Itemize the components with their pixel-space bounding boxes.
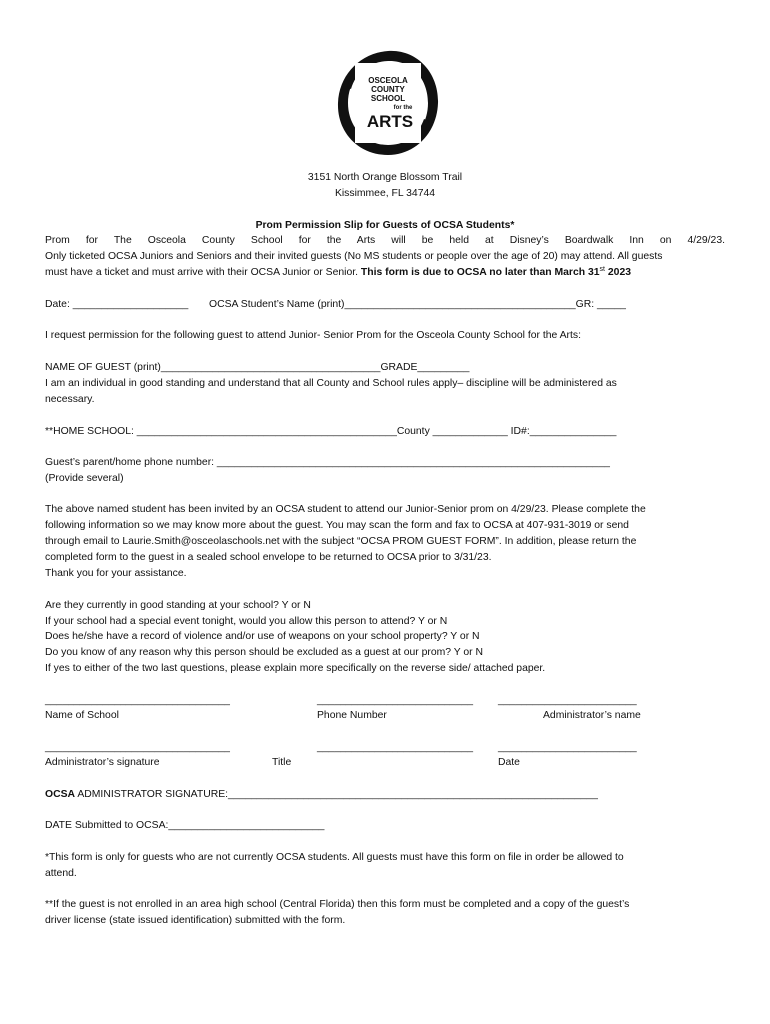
phone-number-line[interactable]: ___________________________ bbox=[317, 695, 474, 706]
ocsa-signature-field[interactable] bbox=[45, 787, 598, 803]
info-line: completed form to the guest in a sealed school envelope to be returned to OCSA prior to 3/31/23. bbox=[45, 552, 492, 563]
info-line: following information so we may know more about the guest. You may scan the form and fax to OCSA at 407-931-3019 or send bbox=[45, 520, 629, 531]
due-date-year: 2023 bbox=[605, 267, 632, 278]
admin-name-line[interactable]: ________________________ bbox=[498, 695, 637, 706]
info-line: Thank you for your assistance. bbox=[45, 568, 187, 579]
guest-name-field[interactable]: NAME OF GUEST (print)______________________________________GRADE_________ bbox=[45, 362, 470, 373]
school-name-line[interactable]: ________________________________ bbox=[45, 695, 230, 706]
form-title: Prom Permission Slip for Guests of OCSA Students* bbox=[255, 220, 515, 231]
intro-line: Prom for The Osceola County School for the Arts will be held at Disney’s Boardwalk Inn on 4/29/23. bbox=[45, 235, 725, 246]
admin-signature-line[interactable]: ________________________________ bbox=[45, 742, 230, 753]
footnote-line: *This form is only for guests who are not currently OCSA students. All guests must have this form on file in order be allowed to bbox=[45, 852, 624, 863]
admin-name-label: Administrator’s name bbox=[543, 710, 641, 721]
request-text: I request permission for the following guest to attend Junior- Senior Prom for the Osceola County School for the Arts: bbox=[45, 330, 581, 341]
info-line: through email to Laurie.Smith@osceolaschools.net with the subject “OCSA PROM GUEST FORM”. In addition, please return the bbox=[45, 536, 637, 547]
title-label: Title bbox=[272, 757, 292, 768]
standing-text: necessary. bbox=[45, 394, 95, 405]
address-city: Kissimmee, FL 34744 bbox=[334, 188, 436, 199]
footnote-line: attend. bbox=[45, 868, 77, 879]
logo-text: for the bbox=[393, 105, 413, 111]
question-item: Are they currently in good standing at your school? Y or N bbox=[45, 600, 311, 611]
intro-plain: must have a ticket and must arrive with their OCSA Junior or Senior. bbox=[45, 267, 361, 278]
logo-text: ARTS bbox=[366, 112, 414, 131]
admin-signature-label: Administrator’s signature bbox=[45, 757, 160, 768]
intro-line bbox=[45, 265, 631, 281]
student-name-field[interactable]: OCSA Student’s Name (print)________________________________________GR: _____ bbox=[209, 299, 626, 310]
question-item: If your school had a special event tonight, would you allow this person to attend? Y or N bbox=[45, 616, 448, 627]
due-date-notice: This form is due to OCSA no later than March 31 bbox=[360, 267, 600, 278]
school-name-label: Name of School bbox=[45, 710, 119, 721]
title-line[interactable]: ___________________________ bbox=[317, 742, 474, 753]
standing-text: I am an individual in good standing and understand that all County and School rules apply– discipline will be administered as bbox=[45, 378, 617, 389]
phone-number-label: Phone Number bbox=[317, 710, 387, 721]
intro-line: Only ticketed OCSA Juniors and Seniors and their invited guests (No MS students or people over the age of 20) may attend. All guests bbox=[45, 251, 663, 262]
date-submitted-field[interactable]: DATE Submitted to OCSA:___________________________ bbox=[45, 820, 325, 831]
address-street: 3151 North Orange Blossom Trail bbox=[307, 172, 463, 183]
date-label: Date bbox=[498, 757, 520, 768]
question-item: Do you know of any reason why this person should be excluded as a guest at our prom? Y or N bbox=[45, 647, 484, 658]
date-field[interactable]: Date: ____________________ bbox=[45, 299, 189, 310]
home-school-field[interactable]: **HOME SCHOOL: _____________________________________________County _____________ ID#:_______________ bbox=[45, 426, 617, 437]
phone-note: (Provide several) bbox=[45, 473, 124, 484]
school-logo bbox=[333, 47, 443, 159]
due-date-suffix: st bbox=[599, 266, 605, 273]
info-line: The above named student has been invited by an OCSA student to attend our Junior-Senior prom on 4/29/23. Please complete the bbox=[45, 504, 646, 515]
logo-text: COUNTY bbox=[371, 85, 405, 94]
question-item: If yes to either of the two last questions, please explain more specifically on the reverse side/ attached paper. bbox=[45, 663, 546, 674]
date-line[interactable]: ________________________ bbox=[498, 742, 637, 753]
question-item: Does he/she have a record of violence and/or use of weapons on your school property? Y or N bbox=[45, 631, 480, 642]
footnote-line: **If the guest is not enrolled in an area high school (Central Florida) then this form must be completed and a copy of the guest’s bbox=[45, 899, 630, 910]
phone-field[interactable]: Guest’s parent/home phone number: ____________________________________________________________________ bbox=[45, 457, 610, 468]
footnote-line: driver license (state issued identification) submitted with the form. bbox=[45, 915, 346, 926]
ocsa-signature-text: ADMINISTRATOR SIGNATURE:________________________________________________________________ bbox=[75, 789, 598, 800]
ocsa-bold-label: OCSA bbox=[45, 789, 76, 800]
logo-text: SCHOOL bbox=[370, 94, 406, 103]
logo-text: OSCEOLA bbox=[368, 76, 408, 85]
